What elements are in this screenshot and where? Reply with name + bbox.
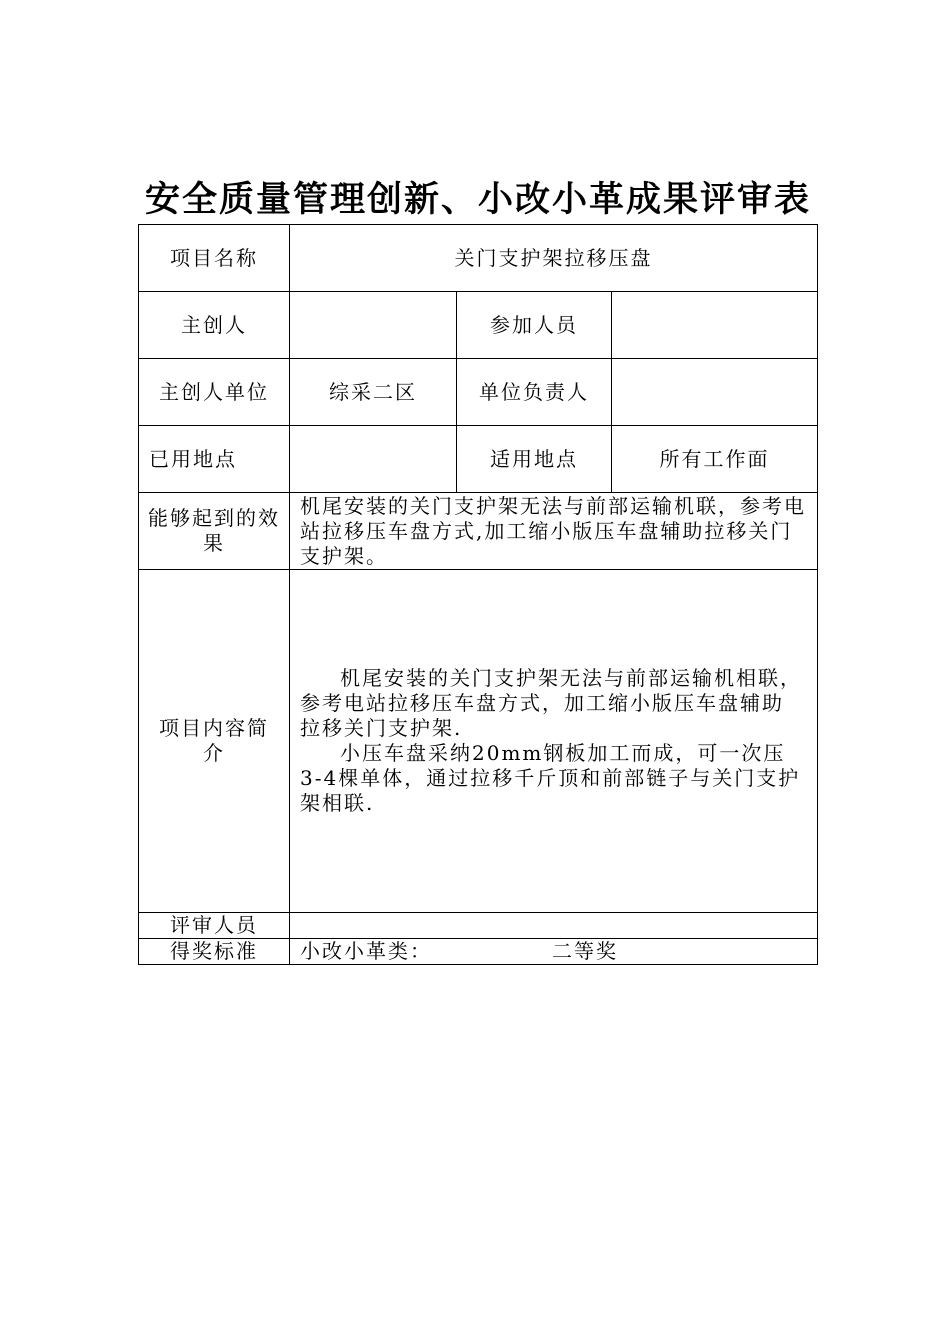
creator-label: 主创人: [139, 292, 290, 359]
used-location-label: 已用地点: [139, 426, 290, 493]
row-creator-unit: [139, 359, 818, 426]
creator-unit-label: 主创人单位: [139, 359, 290, 426]
award-label: 得奖标准: [139, 939, 290, 965]
intro-value: [290, 570, 818, 913]
effect-value: 机尾安装的关门支护架无法与前部运输机联，参考电站拉移压车盘方式,加工缩小版压车盘辅助拉移关门支护架。: [290, 493, 818, 570]
used-location-value: [290, 426, 457, 493]
reviewers-value: [290, 913, 818, 939]
creator-unit-value: 综采二区: [290, 359, 457, 426]
page-title: 安全质量管理创新、小改小革成果评审表: [144, 179, 811, 220]
award-level: 二等奖: [552, 939, 618, 963]
row-intro: [139, 570, 818, 913]
project-name-value: 关门支护架拉移压盘: [290, 225, 818, 292]
intro-label: 项目内容简介: [139, 570, 290, 913]
award-category: 小改小革类：: [300, 939, 432, 963]
row-effect: [139, 493, 818, 570]
project-name-label: 项目名称: [139, 225, 290, 292]
participants-label: 参加人员: [457, 292, 612, 359]
effect-label: 能够起到的效果: [139, 493, 290, 570]
unit-leader-value: [612, 359, 818, 426]
row-project-name: [139, 225, 818, 292]
applicable-location-label: 适用地点: [457, 426, 612, 493]
row-award: [139, 939, 818, 965]
creator-value: [290, 292, 457, 359]
row-creator: [139, 292, 818, 359]
intro-paragraph-1: 机尾安装的关门支护架无法与前部运输机相联，参考电站拉移压车盘方式，加工缩小版压车盘辅助拉移关门支护架.: [300, 666, 802, 740]
row-reviewers: [139, 913, 818, 939]
applicable-location-value: 所有工作面: [612, 426, 818, 493]
review-form-table: [138, 224, 818, 965]
participants-value: [612, 292, 818, 359]
reviewers-label: 评审人员: [139, 913, 290, 939]
row-locations: [139, 426, 818, 493]
award-value-cell: [290, 939, 818, 965]
intro-paragraph-2: 小压车盘采纳20mm钢板加工而成，可一次压3-4棵单体，通过拉移千斤顶和前部链子与关门支护架相联.: [300, 741, 801, 815]
unit-leader-label: 单位负责人: [457, 359, 612, 426]
